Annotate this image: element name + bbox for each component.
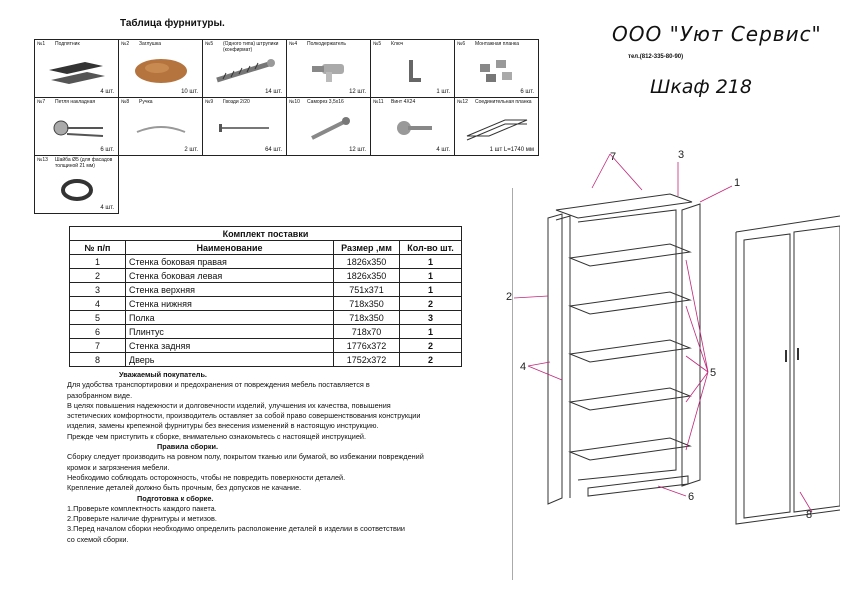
rules-title: Правила сборки. xyxy=(157,442,219,452)
kit-row-size: 1752х372 xyxy=(334,353,400,367)
kit-row-qty: 1 xyxy=(400,255,462,269)
kit-row-num: 7 xyxy=(70,339,126,353)
mounting-plate-icon xyxy=(463,54,530,87)
table-row xyxy=(70,297,462,311)
instruction-line: изделия, замены крепежной фурнитуры без внесения изменений в настоящую инструкцию. xyxy=(67,421,379,431)
plinth xyxy=(588,476,688,496)
table-row xyxy=(70,255,462,269)
kit-row-qty: 1 xyxy=(400,325,462,339)
kit-row-size: 1826х350 xyxy=(334,269,400,283)
bolt-icon xyxy=(379,112,446,145)
rule-line: Необходимо соблюдать осторожность, чтобы не повредить поверхности деталей. xyxy=(67,472,346,482)
kit-row-size: 1776х372 xyxy=(334,339,400,353)
prep-title: Подготовка к сборке. xyxy=(137,493,214,503)
shelf xyxy=(570,292,690,314)
kit-row-size: 751х371 xyxy=(334,283,400,297)
self-tapping-screw-icon xyxy=(295,112,362,145)
fitting-cell: №5 (Одного типа) штрупики (конфирмат) 14 шт. xyxy=(203,40,287,98)
fitting-cell: №4 Полкодержатель 12 шт. xyxy=(287,40,371,98)
fittings-title: Таблица фурнитуры. xyxy=(120,18,225,29)
callout-label: 6 xyxy=(688,491,695,503)
kit-row-num: 6 xyxy=(70,325,126,339)
callout-label: 5 xyxy=(710,367,717,379)
fitting-cell: №8 Ручка 2 шт. xyxy=(119,98,203,156)
nail-icon xyxy=(211,112,278,145)
shelf xyxy=(570,388,690,410)
table-row xyxy=(70,269,462,283)
prep-line: 1.Проверьте комплектность каждого пакета. xyxy=(67,503,217,513)
prep-line: 3.Перед началом сборки необходимо определить расположение деталей в изделии в соответствии xyxy=(67,524,405,534)
kit-row-size: 718х350 xyxy=(334,297,400,311)
kit-row-name: Дверь xyxy=(126,353,334,367)
door-left xyxy=(744,234,790,518)
cap-icon xyxy=(127,54,194,87)
hinge-icon xyxy=(43,112,110,145)
company-name: ООО "Уют Сервис" xyxy=(612,22,822,46)
top-panel xyxy=(556,194,692,218)
kit-row-num: 4 xyxy=(70,297,126,311)
fitting-cell: №7 Петля накладная 6 шт. xyxy=(35,98,119,156)
fitting-cell: №5 Ключ 1 шт. xyxy=(371,40,455,98)
callout-label: 8 xyxy=(806,509,813,521)
kit-col-size: Размер ,мм xyxy=(334,241,400,255)
instruction-line: Прежде чем приступить к сборке, внимательно ознакомьтесь с настоящей инструкцией. xyxy=(67,431,366,441)
instruction-line: В целях повышения надежности и долговечности изделий, улучшения их качества, повышения xyxy=(67,400,391,410)
kit-row-qty: 1 xyxy=(400,283,462,297)
shelf xyxy=(570,340,690,362)
kit-row-num: 5 xyxy=(70,311,126,325)
assembly-diagram xyxy=(500,140,840,580)
rule-line: Сборку следует производить на ровном полу, покрытом тканью или бумагой, во избежании повреждений xyxy=(67,452,424,462)
shelf-pin-icon xyxy=(295,54,362,87)
kit-row-qty: 2 xyxy=(400,353,462,367)
fitting-cell: №10 Саморез 3,5х16 12 шт. xyxy=(287,98,371,156)
fitting-cell: №11 Винт 4Х24 4 шт. xyxy=(371,98,455,156)
kit-row-name: Стенка боковая левая xyxy=(126,269,334,283)
washer-icon xyxy=(43,170,110,203)
callout-label: 4 xyxy=(520,361,527,373)
kit-row-name: Стенка задняя xyxy=(126,339,334,353)
kit-row-num: 8 xyxy=(70,353,126,367)
hex-key-icon xyxy=(379,54,446,87)
fitting-cell: №1 Подпятник 4 шт. xyxy=(35,40,119,98)
kit-col-name: Наименование xyxy=(126,241,334,255)
shelf xyxy=(570,438,690,460)
shelf xyxy=(570,244,690,266)
greeting: Уважаемый покупатель. xyxy=(119,370,207,379)
kit-title: Комплект поставки xyxy=(70,227,462,241)
kit-row-name: Плинтус xyxy=(126,325,334,339)
kit-row-qty: 3 xyxy=(400,311,462,325)
kit-row-name: Стенка нижняя xyxy=(126,297,334,311)
kit-row-name: Стенка верхняя xyxy=(126,283,334,297)
kit-col-num: № п/п xyxy=(70,241,126,255)
instructions xyxy=(67,370,517,545)
callout-label: 7 xyxy=(610,151,617,163)
table-row xyxy=(70,311,462,325)
kit-row-size: 718х350 xyxy=(334,311,400,325)
table-row xyxy=(70,353,462,367)
screw-icon xyxy=(211,54,278,87)
kit-row-num: 3 xyxy=(70,283,126,297)
kit-row-qty: 2 xyxy=(400,339,462,353)
kit-row-name: Полка xyxy=(126,311,334,325)
table-row xyxy=(70,339,462,353)
fitting-cell: №9 Гвозди 2/20 64 шт. xyxy=(203,98,287,156)
door-right xyxy=(794,226,840,512)
fitting-cell: №13 Шайба Ø5 (для фасадов толщиной 21 мм) 4 шт. xyxy=(35,156,119,214)
kit-row-qty: 1 xyxy=(400,269,462,283)
kit-col-qty: Кол-во шт. xyxy=(400,241,462,255)
kit-row-size: 1826х350 xyxy=(334,255,400,269)
fitting-cell: №12 Соединительная планка 1 шт L=1740 мм xyxy=(455,98,539,156)
fittings-table xyxy=(34,39,539,214)
left-side-panel xyxy=(548,214,562,504)
rule-line: кромок и загрязнения мебели. xyxy=(67,462,170,472)
table-row xyxy=(70,283,462,297)
fitting-cell: №2 Заглушка 10 шт. xyxy=(119,40,203,98)
rule-line: Крепление деталей должно быть прочным, без допусков не качание. xyxy=(67,483,302,493)
instruction-line: эстетических комфортности, производитель оставляет за собой право совершенствования конструкции xyxy=(67,411,421,421)
fitting-cell: №6 Монтажная планка 6 шт. xyxy=(455,40,539,98)
handle-icon xyxy=(127,112,194,145)
table-row xyxy=(70,325,462,339)
kit-row-qty: 2 xyxy=(400,297,462,311)
kit-row-name: Стенка боковая правая xyxy=(126,255,334,269)
kit-row-size: 718х70 xyxy=(334,325,400,339)
instruction-line: Для удобства транспортировки и предохранения от повреждения мебель поставляется в xyxy=(67,380,370,390)
callout-label: 1 xyxy=(734,177,741,189)
company-phone: тел.(812-335-80-90) xyxy=(628,54,684,60)
callout-label: 2 xyxy=(506,291,513,303)
kit-row-num: 1 xyxy=(70,255,126,269)
callout-label: 3 xyxy=(678,149,685,161)
model-title: Шкаф 218 xyxy=(650,76,752,98)
instruction-line: разобранном виде. xyxy=(67,390,133,400)
feet-icon xyxy=(43,54,110,87)
kit-row-num: 2 xyxy=(70,269,126,283)
prep-line: 2.Проверьте наличие фурнитуры и метизов. xyxy=(67,514,217,524)
kit-table xyxy=(69,226,462,367)
prep-line: со схемой сборки. xyxy=(67,534,129,544)
